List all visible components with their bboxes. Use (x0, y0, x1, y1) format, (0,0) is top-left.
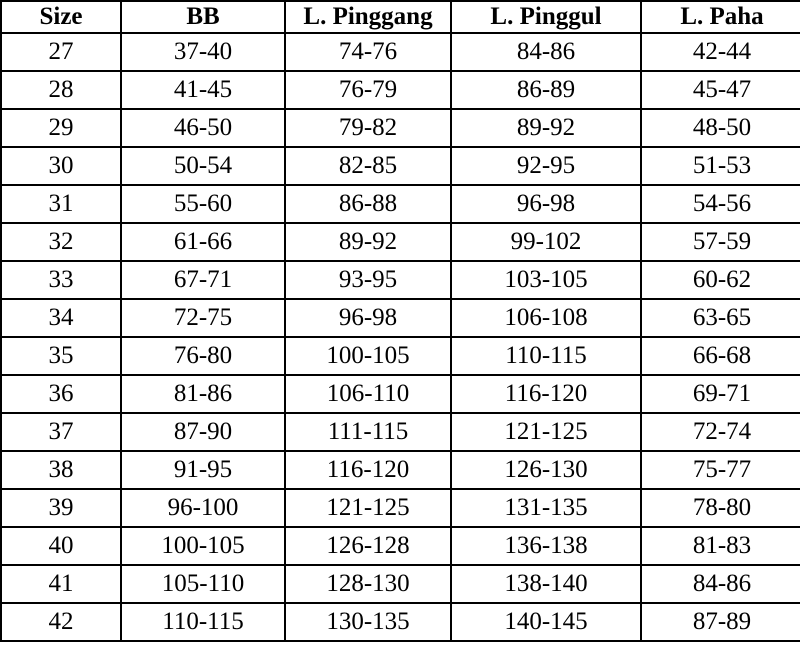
cell-size: 37 (1, 413, 121, 451)
cell-lingkar-pinggul: 140-145 (451, 603, 641, 641)
cell-lingkar-pinggul: 89-92 (451, 109, 641, 147)
cell-size: 39 (1, 489, 121, 527)
table-row (1, 299, 800, 337)
cell-lingkar-pinggul: 131-135 (451, 489, 641, 527)
cell-bb: 100-105 (121, 527, 285, 565)
cell-lingkar-pinggang: 76-79 (285, 71, 451, 109)
header-row (1, 1, 800, 33)
cell-lingkar-paha: 57-59 (641, 223, 800, 261)
cell-size: 36 (1, 375, 121, 413)
table-row (1, 489, 800, 527)
cell-lingkar-paha: 84-86 (641, 565, 800, 603)
table-header (1, 1, 800, 33)
cell-lingkar-pinggul: 121-125 (451, 413, 641, 451)
table-row (1, 33, 800, 71)
table-body (1, 33, 800, 641)
table-row (1, 337, 800, 375)
cell-size: 27 (1, 33, 121, 71)
cell-lingkar-paha: 63-65 (641, 299, 800, 337)
cell-bb: 46-50 (121, 109, 285, 147)
cell-lingkar-pinggang: 126-128 (285, 527, 451, 565)
cell-lingkar-pinggang: 111-115 (285, 413, 451, 451)
cell-size: 40 (1, 527, 121, 565)
table-row (1, 147, 800, 185)
table-row (1, 375, 800, 413)
cell-lingkar-paha: 51-53 (641, 147, 800, 185)
cell-bb: 37-40 (121, 33, 285, 71)
cell-lingkar-paha: 87-89 (641, 603, 800, 641)
cell-size: 33 (1, 261, 121, 299)
table-row (1, 71, 800, 109)
cell-bb: 72-75 (121, 299, 285, 337)
cell-lingkar-pinggul: 86-89 (451, 71, 641, 109)
cell-lingkar-pinggang: 100-105 (285, 337, 451, 375)
cell-bb: 41-45 (121, 71, 285, 109)
cell-lingkar-pinggang: 121-125 (285, 489, 451, 527)
cell-lingkar-paha: 66-68 (641, 337, 800, 375)
cell-lingkar-pinggang: 128-130 (285, 565, 451, 603)
cell-lingkar-pinggul: 96-98 (451, 185, 641, 223)
cell-bb: 50-54 (121, 147, 285, 185)
cell-lingkar-paha: 78-80 (641, 489, 800, 527)
cell-lingkar-pinggang: 116-120 (285, 451, 451, 489)
cell-size: 41 (1, 565, 121, 603)
cell-bb: 105-110 (121, 565, 285, 603)
cell-size: 31 (1, 185, 121, 223)
cell-lingkar-pinggang: 82-85 (285, 147, 451, 185)
cell-lingkar-paha: 81-83 (641, 527, 800, 565)
cell-bb: 61-66 (121, 223, 285, 261)
cell-lingkar-paha: 48-50 (641, 109, 800, 147)
cell-bb: 96-100 (121, 489, 285, 527)
cell-lingkar-pinggul: 99-102 (451, 223, 641, 261)
cell-lingkar-paha: 60-62 (641, 261, 800, 299)
cell-lingkar-pinggul: 116-120 (451, 375, 641, 413)
cell-lingkar-paha: 72-74 (641, 413, 800, 451)
cell-bb: 87-90 (121, 413, 285, 451)
cell-bb: 91-95 (121, 451, 285, 489)
cell-bb: 81-86 (121, 375, 285, 413)
cell-lingkar-paha: 69-71 (641, 375, 800, 413)
cell-lingkar-pinggang: 79-82 (285, 109, 451, 147)
cell-size: 34 (1, 299, 121, 337)
column-header-bb: BB (121, 1, 285, 33)
table-row (1, 223, 800, 261)
cell-lingkar-pinggang: 93-95 (285, 261, 451, 299)
column-header-lingkar-pinggul: L. Pinggul (451, 1, 641, 33)
table-row (1, 185, 800, 223)
cell-size: 38 (1, 451, 121, 489)
column-header-lingkar-pinggang: L. Pinggang (285, 1, 451, 33)
cell-lingkar-paha: 54-56 (641, 185, 800, 223)
cell-lingkar-pinggul: 126-130 (451, 451, 641, 489)
cell-lingkar-paha: 45-47 (641, 71, 800, 109)
cell-size: 35 (1, 337, 121, 375)
cell-lingkar-pinggul: 84-86 (451, 33, 641, 71)
cell-lingkar-pinggul: 106-108 (451, 299, 641, 337)
cell-bb: 110-115 (121, 603, 285, 641)
table-row (1, 261, 800, 299)
cell-size: 28 (1, 71, 121, 109)
cell-lingkar-pinggang: 74-76 (285, 33, 451, 71)
table-row (1, 565, 800, 603)
table-row (1, 451, 800, 489)
cell-bb: 76-80 (121, 337, 285, 375)
cell-lingkar-pinggul: 110-115 (451, 337, 641, 375)
table-row (1, 109, 800, 147)
cell-lingkar-pinggang: 89-92 (285, 223, 451, 261)
cell-bb: 67-71 (121, 261, 285, 299)
cell-lingkar-pinggang: 96-98 (285, 299, 451, 337)
cell-bb: 55-60 (121, 185, 285, 223)
cell-size: 32 (1, 223, 121, 261)
cell-size: 29 (1, 109, 121, 147)
column-header-size: Size (1, 1, 121, 33)
cell-size: 42 (1, 603, 121, 641)
cell-lingkar-pinggul: 138-140 (451, 565, 641, 603)
cell-lingkar-pinggul: 136-138 (451, 527, 641, 565)
cell-lingkar-pinggang: 86-88 (285, 185, 451, 223)
cell-size: 30 (1, 147, 121, 185)
column-header-lingkar-paha: L. Paha (641, 1, 800, 33)
cell-lingkar-paha: 75-77 (641, 451, 800, 489)
cell-lingkar-pinggul: 103-105 (451, 261, 641, 299)
table-row (1, 603, 800, 641)
table-row (1, 527, 800, 565)
table-row (1, 413, 800, 451)
cell-lingkar-pinggang: 130-135 (285, 603, 451, 641)
cell-lingkar-pinggul: 92-95 (451, 147, 641, 185)
cell-lingkar-pinggang: 106-110 (285, 375, 451, 413)
cell-lingkar-paha: 42-44 (641, 33, 800, 71)
